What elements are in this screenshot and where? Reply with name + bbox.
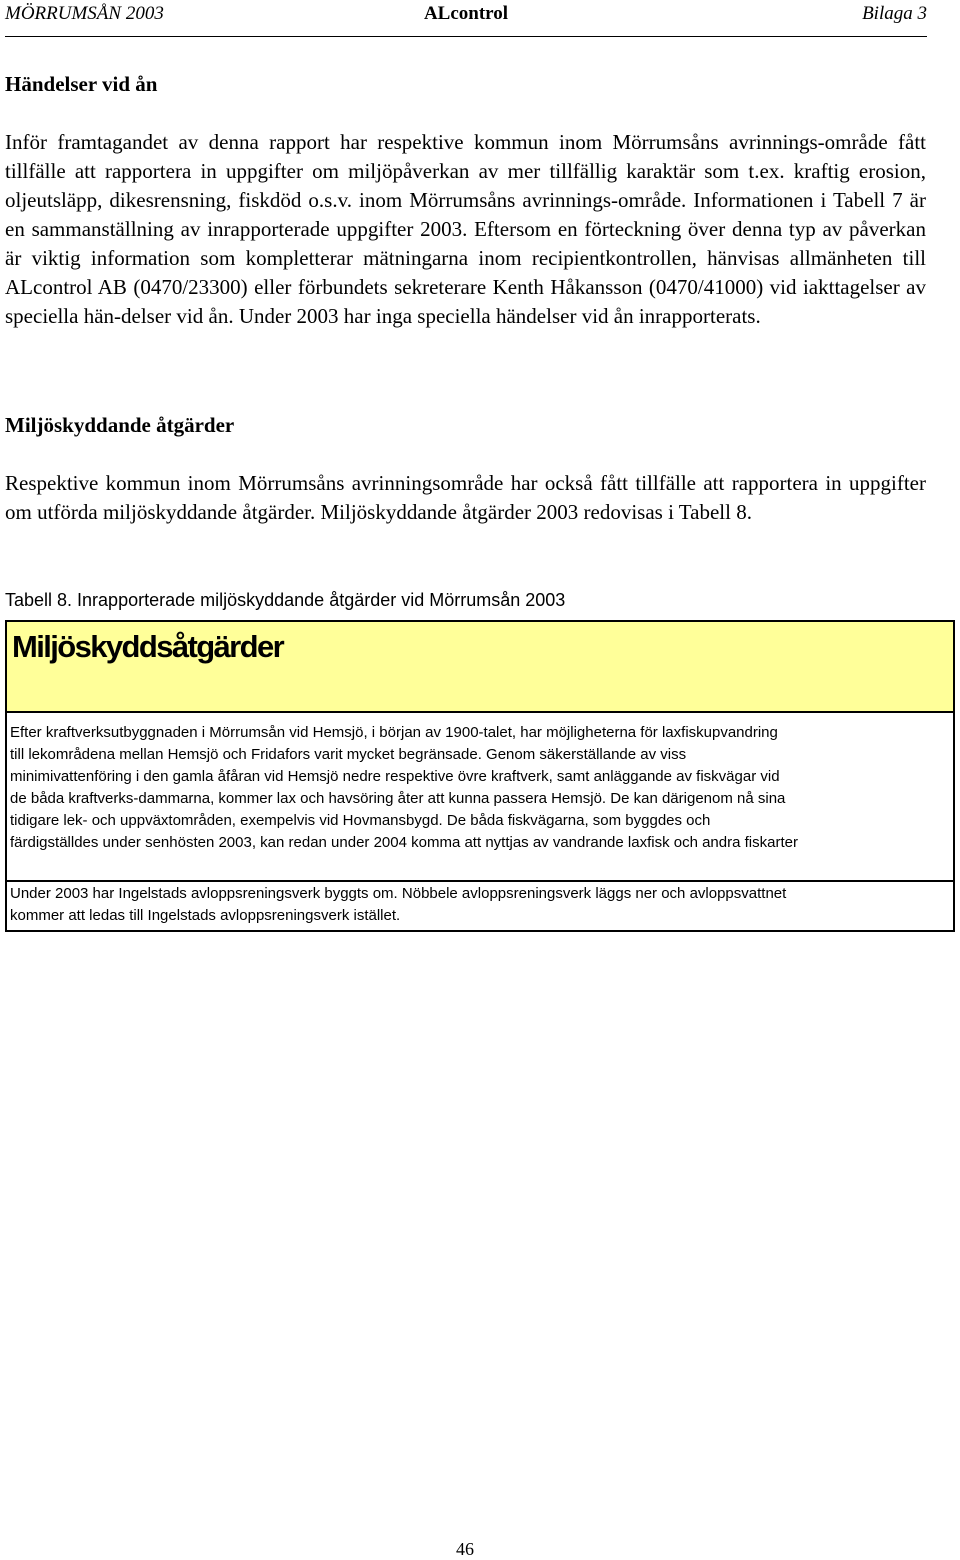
events-paragraph: Inför framtagandet av denna rapport har respektive kommun inom Mörrumsåns avrinnings-område fått tillfälle att rapportera in uppgifter om miljöpåverkan av mer tillfällig karaktär som t.ex. kraftig erosion, oljeutsläpp, dikesrensning, fiskdöd o.s.v. inom Mörrumsåns avrinnings-område. Informationen i Tabell 7 är en sammanställning av inrapporterade uppgifter 2003. Eftersom en förteckning över denna typ av påverkan är viktig information som kompletterar mätningarna inom recipientkontrollen, hänvisas allmänheten till ALcontrol AB (0470/23300) eller förbundets sekreterare Kenth Håkansson (0470/41000) vid iakttagelser av speciella hän-delser vid ån. Under 2003 har inga speciella händelser vid ån inrapporterats. bbox=[5, 130, 926, 328]
measures-paragraph: Respektive kommun inom Mörrumsåns avrinningsområde har också fått tillfälle att rapportera in uppgifter om utförda miljöskyddande åtgärder. Miljöskyddande åtgärder 2003 redovisas i Tabell 8. bbox=[5, 471, 926, 524]
table-row bbox=[7, 882, 953, 930]
table-caption: Tabell 8. Inrapporterade miljöskyddande åtgärder vid Mörrumsån 2003 bbox=[5, 590, 566, 610]
table-row-line: de båda kraftverks-dammarna, kommer lax och havsöring åter att kunna passera Hemsjö. De kan därigenom nå sina bbox=[10, 790, 786, 807]
table-row-line: minimivattenföring i den gamla åfåran vid Hemsjö nedre respektive övre kraftverk, samt anläggande av fiskvägar vid bbox=[10, 768, 780, 785]
table-row-line: till lekområdena mellan Hemsjö och Fridafors varit mycket begränsade. Genom säkerställande av viss bbox=[10, 746, 687, 763]
table-header bbox=[7, 622, 953, 713]
section-heading-events: Händelser vid ån bbox=[5, 72, 158, 96]
page-number: 46 bbox=[456, 1539, 474, 1559]
table-row-line: kommer att ledas till Ingelstads avloppsreningsverk istället. bbox=[10, 907, 401, 924]
table-row-line: tidigare lek- och uppväxtområden, exempelvis vid Hovmansbygd. De båda fiskvägarna, som byggdes och bbox=[10, 812, 711, 829]
page-header bbox=[5, 0, 927, 37]
table-row bbox=[7, 713, 953, 882]
table-header-title: Miljöskyddsåtgärder bbox=[12, 629, 284, 664]
header-appendix: Bilaga 3 bbox=[862, 3, 927, 24]
header-company: ALcontrol bbox=[423, 3, 509, 24]
table-row-line: färdigställdes under senhösten 2003, kan redan under 2004 komma att nyttjas av vandrande laxfisk och andra fiskarter bbox=[10, 834, 798, 851]
measures-table bbox=[5, 620, 955, 932]
header-report-name: MÖRRUMSÅN 2003 bbox=[5, 3, 164, 24]
table-row-line: Under 2003 har Ingelstads avloppsreningsverk byggts om. Nöbbele avloppsreningsverk läggs ner och avloppsvattnet bbox=[10, 885, 787, 902]
table-row-line: Efter kraftverksutbyggnaden i Mörrumsån vid Hemsjö, i början av 1900-talet, har möjligheterna för laxfiskupvandring bbox=[10, 724, 778, 741]
section-heading-measures: Miljöskyddande åtgärder bbox=[5, 413, 235, 437]
